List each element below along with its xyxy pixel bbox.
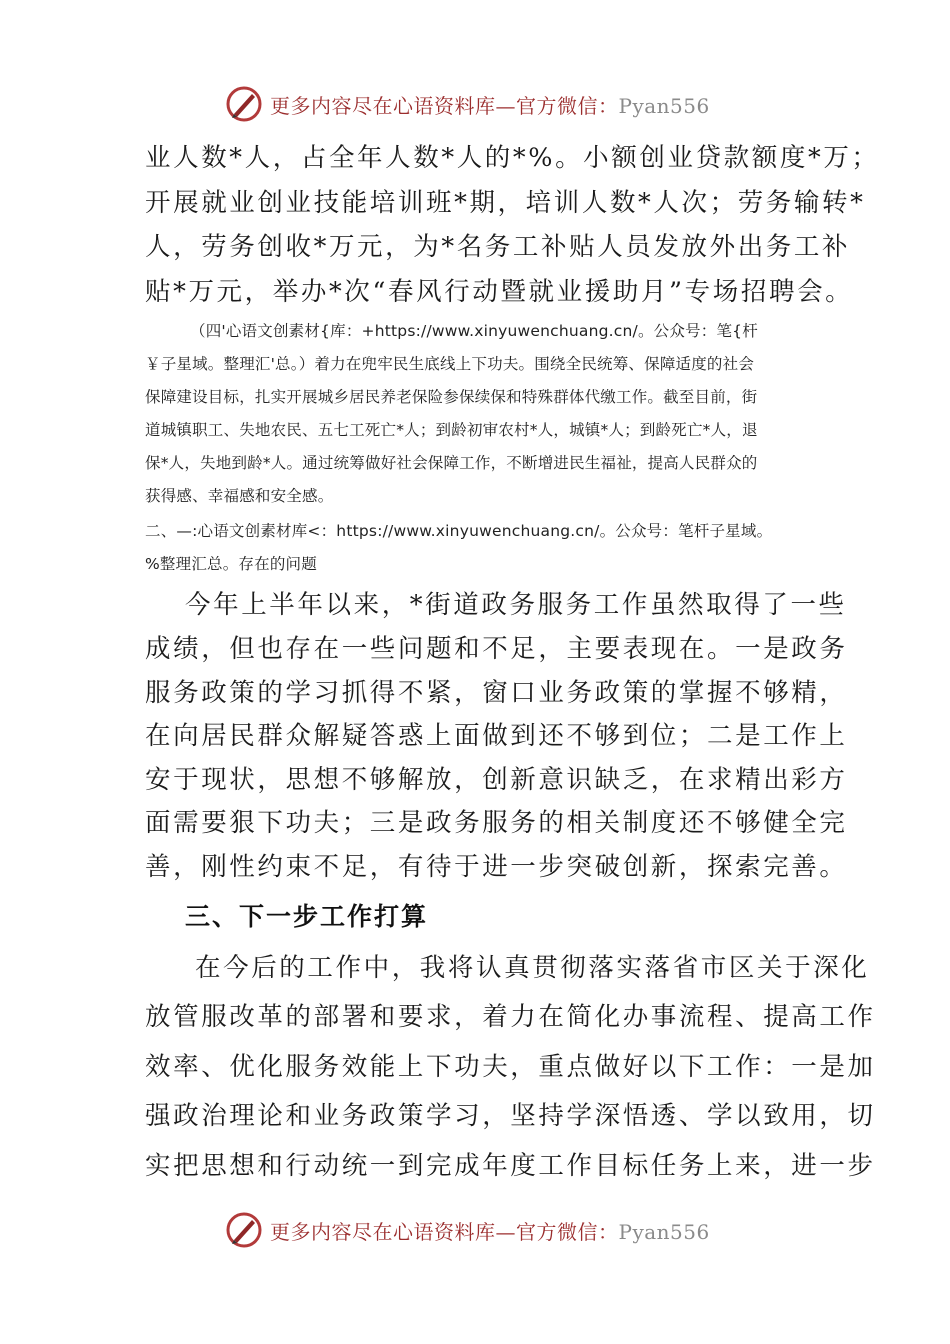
paragraph-line: 业人数*人，占全年人数*人的*%。小额创业贷款额度*万； [145, 143, 880, 173]
paragraph-line: 人，劳务创收*万元，为*名务工补贴人员发放外出务工补 [145, 232, 851, 262]
section-title-line: 二、—:心语文创素材库<：https://www.xinyuwenchuang.cn/。公众号：笔杆子星域。 [145, 522, 773, 540]
paragraph-line: （四'心语文创素材{库：+https://www.xinyuwenchuang.cn/。公众号：笔{杆 [190, 322, 758, 340]
paragraph-line: 保障建设目标，扎实开展城乡居民养老保险参保续保和特殊群体代缴工作。截至目前，街 [145, 388, 758, 406]
paragraph-line: 安于现状，思想不够解放，创新意识缺乏，在求精出彩方 [145, 765, 848, 795]
section-heading: 三、下一步工作打算 [185, 902, 429, 931]
banner-text: 更多内容尽在心语资料库—官方微信：Pyan556 [270, 93, 710, 118]
footer-banner [224, 1208, 744, 1252]
paragraph-line: 强政治理论和业务政策学习，坚持学深悟透、学以致用，切 [145, 1101, 876, 1131]
banner-text: 更多内容尽在心语资料库—官方微信：Pyan556 [270, 1219, 710, 1244]
wechat-id: Pyan556 [618, 1219, 710, 1244]
paragraph-line: 效率、优化服务效能上下功夫，重点做好以下工作：一是加 [145, 1052, 876, 1082]
pen-logo-icon [224, 84, 264, 124]
paragraph-line: 在今后的工作中，我将认真贯彻落实落省市区关于深化 [195, 953, 870, 983]
pen-logo-icon [224, 1210, 264, 1250]
section-title-line: %整理汇总。存在的问题 [145, 555, 317, 573]
paragraph-line: 开展就业创业技能培训班*期，培训人数*人次；劳务输转* [145, 188, 866, 218]
header-banner [224, 82, 744, 126]
paragraph-line: 善，刚性约束不足，有待于进一步突破创新，探索完善。 [145, 852, 848, 882]
paragraph-line: 成绩，但也存在一些问题和不足，主要表现在。一是政务 [145, 634, 848, 664]
paragraph-line: 放管服改革的部署和要求，着力在简化办事流程、提高工作 [145, 1002, 876, 1032]
paragraph-line: 贴*万元，举办*次“春风行动暨就业援助月”专场招聘会。 [145, 277, 854, 307]
paragraph-line: 面需要狠下功夫；三是政务服务的相关制度还不够健全完 [145, 808, 848, 838]
paragraph-line: 今年上半年以来，*街道政务服务工作虽然取得了一些 [185, 590, 847, 620]
paragraph-line: 道城镇职工、失地农民、五七工死亡*人；到龄初审农村*人，城镇*人；到龄死亡*人，退 [145, 421, 758, 439]
paragraph-line: 服务政策的学习抓得不紧，窗口业务政策的掌握不够精， [145, 678, 848, 708]
paragraph-line: ￥子星域。整理汇'总。）着力在兜牢民生底线上下功夫。围绕全民统筹、保障适度的社会 [145, 355, 755, 373]
paragraph-line: 在向居民群众解疑答惑上面做到还不够到位；二是工作上 [145, 721, 848, 751]
paragraph-line: 实把思想和行动统一到完成年度工作目标任务上来，进一步 [145, 1151, 876, 1181]
paragraph-line: 获得感、幸福感和安全感。 [145, 487, 334, 505]
paragraph-line: 保*人，失地到龄*人。通过统筹做好社会保障工作，不断增进民生福祉，提高人民群众的 [145, 454, 758, 472]
wechat-id: Pyan556 [618, 93, 710, 118]
